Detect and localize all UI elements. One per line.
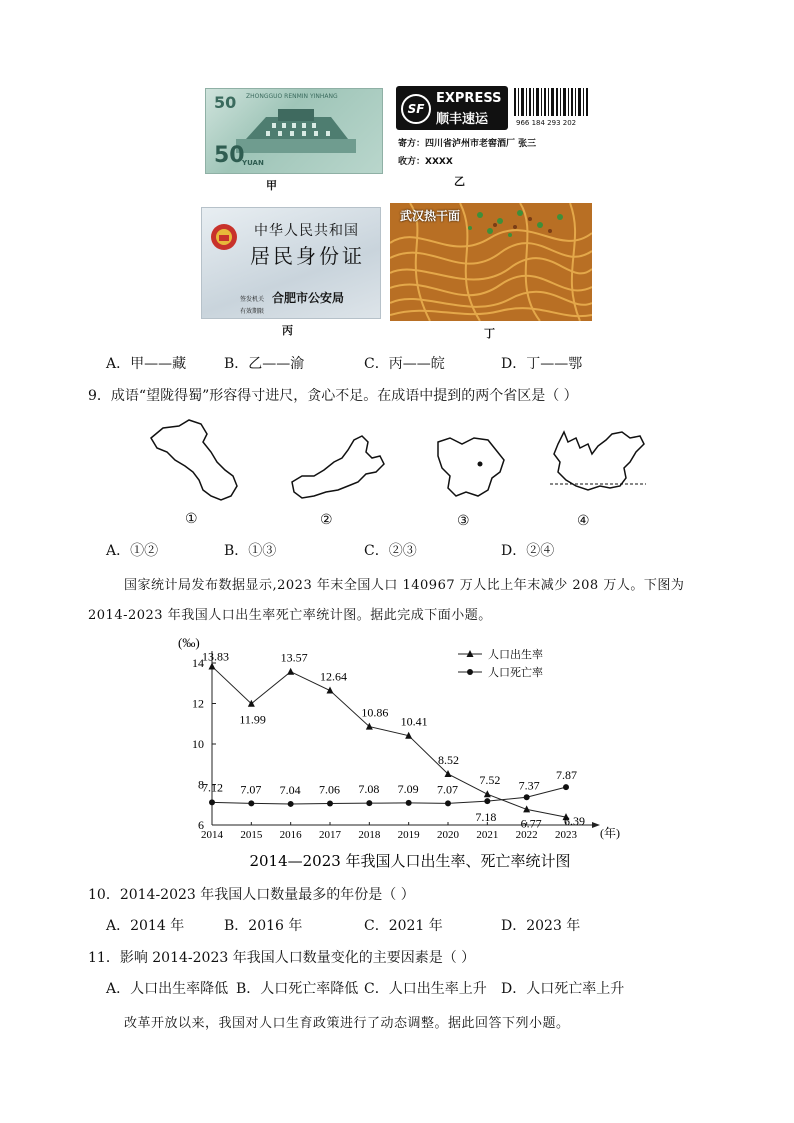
q9-option-c[interactable]: C．②③ <box>364 543 417 559</box>
x-tick-label-2018: 2018 <box>358 829 381 841</box>
x-tick-label-2019: 2019 <box>397 829 420 841</box>
birth-rate-label-2017: 12.64 <box>320 669 347 684</box>
legend-death-label: 人口死亡率 <box>488 666 543 679</box>
province-outline-3 <box>434 434 510 504</box>
map-label-3: ③ <box>457 513 470 529</box>
birth-rate-label-2023: 6.39 <box>564 814 585 829</box>
x-tick-label-2022: 2022 <box>515 829 538 841</box>
x-tick-label-2021: 2021 <box>476 829 499 841</box>
intro-line-1: 国家统计局发布数据显示,2023 年末全国人口 140967 万人比上年末减少 208 万人。下图为 <box>124 578 685 593</box>
death-rate-label-2017: 7.06 <box>319 782 340 797</box>
death-rate-label-2020: 7.07 <box>437 782 458 797</box>
caption-yi: 乙 <box>454 175 465 188</box>
q11-option-c[interactable]: C．人口出生率上升 <box>364 981 487 997</box>
province-outline-2 <box>288 432 388 504</box>
legend-birth-label: 人口出生率 <box>488 648 543 661</box>
legend-death-marker <box>467 669 473 675</box>
death-rate-label-2021: 7.18 <box>475 810 497 825</box>
q8-option-d[interactable]: D．丁——鄂 <box>501 356 583 372</box>
death-rate-point-2021 <box>484 798 490 804</box>
caption-bing: 丙 <box>282 324 293 337</box>
sender-line: 寄方：四川省泸州市老窖酒厂 张三 <box>398 139 537 149</box>
express-word: EXPRESS <box>436 91 502 106</box>
y-tick-label-12: 12 <box>192 696 204 711</box>
death-rate-point-2015 <box>248 800 254 806</box>
death-rate-point-2017 <box>327 801 333 807</box>
death-rate-point-2020 <box>445 800 451 806</box>
birth-rate-label-2015: 11.99 <box>239 712 266 727</box>
q11-stem: 11．影响 2014-2023 年我国人口数量变化的主要因素是（ ） <box>88 950 476 966</box>
death-rate-label-2014: 7.12 <box>202 780 223 795</box>
x-tick-label-2016: 2016 <box>279 829 302 841</box>
death-rate-point-2018 <box>366 800 372 806</box>
q10-option-d[interactable]: D．2023 年 <box>501 918 581 934</box>
intro-line-2: 2014-2023 年我国人口出生率死亡率统计图。据此完成下面小题。 <box>88 608 492 623</box>
province-outline-4 <box>546 428 650 502</box>
province-outline-1 <box>145 418 245 504</box>
birth-rate-label-2020: 8.52 <box>438 752 459 767</box>
q10-option-c[interactable]: C．2021 年 <box>364 918 443 934</box>
x-tick-label-2023: 2023 <box>555 829 577 841</box>
death-rate-label-2019: 7.09 <box>397 781 419 796</box>
sf-logo <box>396 86 508 130</box>
q9-option-b[interactable]: B．①③ <box>224 543 277 559</box>
birth-rate-point-2017 <box>327 687 334 694</box>
death-rate-label-2022: 7.37 <box>518 778 540 793</box>
brand-chinese: 顺丰速运 <box>436 112 489 127</box>
q10-option-b[interactable]: B．2016 年 <box>224 918 303 934</box>
y-tick-label-6: 6 <box>198 818 204 832</box>
map-label-1: ① <box>185 511 198 527</box>
y-tick-label-14: 14 <box>192 656 204 670</box>
birth-rate-point-2018 <box>366 723 373 730</box>
receiver-line: 收方：XXXX <box>398 157 453 167</box>
q10-option-a[interactable]: A．2014 年 <box>106 918 185 934</box>
id-card-image <box>201 207 381 319</box>
q8-option-b[interactable]: B．乙——渝 <box>224 356 305 372</box>
y-tick-label-8: 8 <box>198 777 204 792</box>
banknote-image <box>205 88 383 174</box>
death-rate-point-2014 <box>209 799 215 805</box>
birth-rate-line <box>212 666 566 817</box>
death-rate-label-2018: 7.08 <box>358 782 380 797</box>
y-tick-label-10: 10 <box>192 737 204 751</box>
noodles-label: 武汉热干面 <box>400 209 461 223</box>
id-card-issuer-label: 签发机关 <box>240 296 265 303</box>
birth-rate-label-2019: 10.41 <box>400 714 428 729</box>
id-card-issuer: 合肥市公安局 <box>272 291 345 305</box>
x-tick-label-2017: 2017 <box>319 829 341 841</box>
q9-stem: 9．成语“望陇得蜀”形容得寸进尺，贪心不足。在成语中提到的两个省区是（ ） <box>88 388 578 404</box>
id-card-valid-label: 有效期限 <box>240 308 265 315</box>
express-label-image <box>396 86 592 168</box>
national-emblem-icon <box>210 222 238 252</box>
sf-logo-mark: SF <box>401 94 431 124</box>
barcode-icon <box>514 88 588 116</box>
caption-ding: 丁 <box>484 327 495 340</box>
birth-rate-point-2021 <box>484 790 491 797</box>
id-card-line1: 中华人民共和国 <box>254 223 359 239</box>
banknote-yuan: YUAN <box>242 159 264 167</box>
x-tick-label-2020: 2020 <box>437 829 459 841</box>
map-label-2: ② <box>320 512 333 528</box>
birth-rate-label-2018: 10.86 <box>361 705 389 720</box>
q11-option-b[interactable]: B．人口死亡率降低 <box>236 981 359 997</box>
potala-palace-illustration <box>236 103 356 153</box>
y-axis-unit: (‰) <box>178 635 200 650</box>
death-rate-point-2016 <box>288 801 294 807</box>
birth-rate-label-2014: 13.83 <box>202 649 229 664</box>
death-rate-line <box>212 787 566 804</box>
intro-line-3: 改革开放以来，我国对人口生育政策进行了动态调整。据此回答下列小题。 <box>124 1016 570 1031</box>
birth-rate-label-2021: 7.52 <box>479 773 501 788</box>
banknote-bank-text: ZHONGGUO RENMIN YINHANG <box>246 93 338 100</box>
q11-option-d[interactable]: D．人口死亡率上升 <box>501 981 625 997</box>
q9-option-d[interactable]: D．②④ <box>501 543 555 559</box>
death-rate-point-2019 <box>406 800 412 806</box>
x-axis-unit: (年) <box>600 826 620 840</box>
x-axis-arrow <box>592 822 600 828</box>
birth-death-rate-chart <box>160 628 640 878</box>
noodles-photo <box>390 203 592 321</box>
birth-rate-label-2022: 6.77 <box>520 816 542 831</box>
death-rate-label-2016: 7.04 <box>279 782 301 797</box>
q10-stem: 10．2014-2023 年我国人口数量最多的年份是（ ） <box>88 887 415 903</box>
tracking-number: 966 184 293 202 <box>516 119 577 127</box>
birth-rate-point-2016 <box>287 668 294 675</box>
chart-title: 2014—2023 年我国人口出生率、死亡率统计图 <box>249 852 571 870</box>
q11-option-a[interactable]: A．人口出生率降低 <box>106 981 229 997</box>
id-card-line2: 居民身份证 <box>250 244 365 268</box>
death-rate-label-2023: 7.87 <box>556 768 577 783</box>
birth-rate-label-2016: 13.57 <box>280 650 308 665</box>
death-rate-label-2015: 7.07 <box>240 782 262 797</box>
x-tick-label-2014: 2014 <box>201 829 223 841</box>
banknote-big-value: 50 <box>214 143 245 168</box>
caption-jia: 甲 <box>266 179 277 192</box>
q9-option-a[interactable]: A．①② <box>106 543 159 559</box>
q8-option-c[interactable]: C．丙——皖 <box>364 356 445 372</box>
death-rate-point-2023 <box>563 784 569 790</box>
death-rate-point-2022 <box>524 794 530 800</box>
banknote-value: 50 <box>214 93 237 112</box>
x-tick-label-2015: 2015 <box>240 829 263 841</box>
map-label-4: ④ <box>577 513 590 529</box>
q8-option-a[interactable]: A．甲——藏 <box>106 356 187 372</box>
